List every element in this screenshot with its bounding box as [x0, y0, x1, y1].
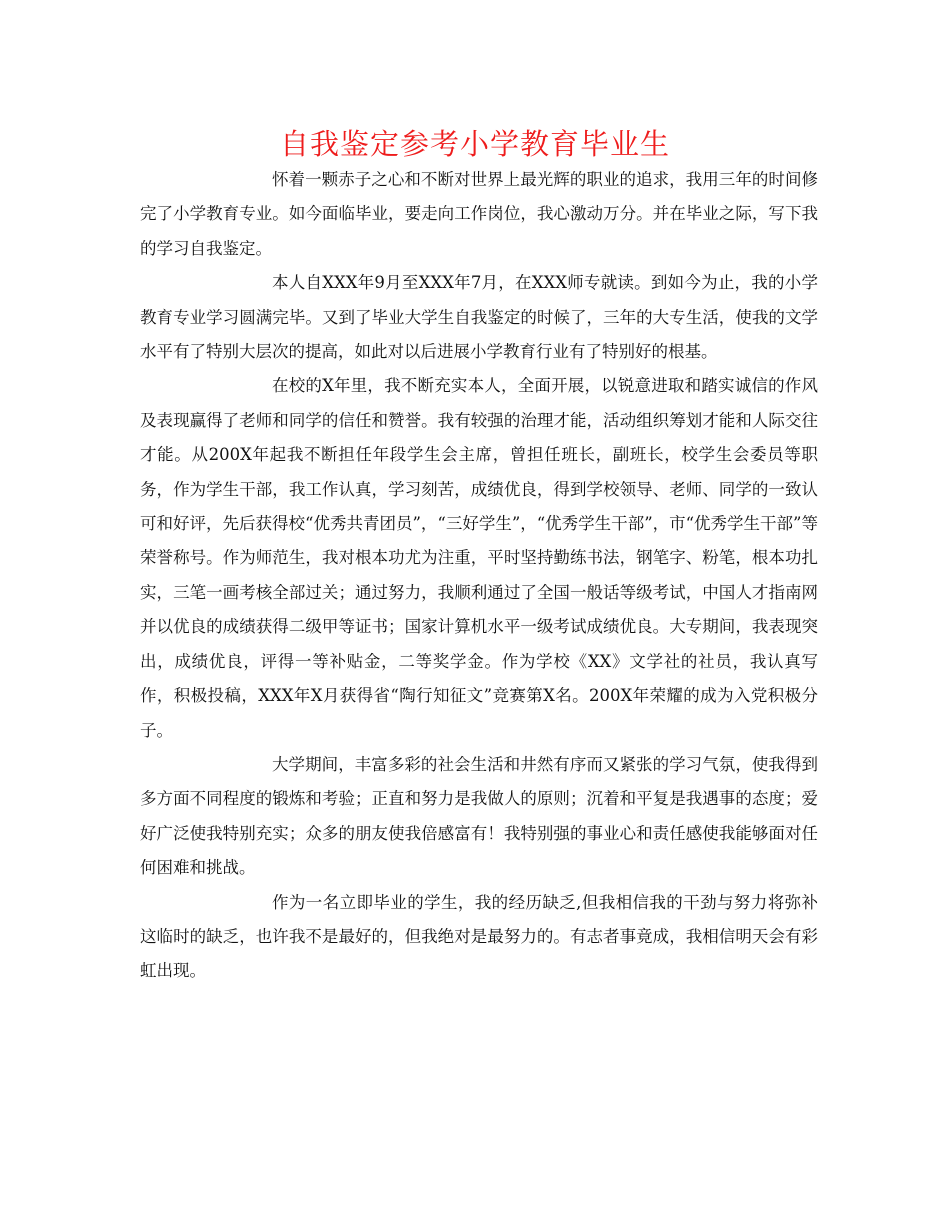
paragraph-university-life: 大学期间，丰富多彩的社会生活和井然有序而又紧张的学习气氛，使我得到多方面不同程度的锻炼和考验；正直和努力是我做人的原则；沉着和平复是我遇事的态度；爱好广泛使我特别充实；众多的朋友使我倍感富有！我特别强的事业心和责任感使我能够面对任何困难和挑战。 — [140, 754, 818, 878]
paragraph-study-period: 本人自XXX年9月至XXX年7月，在XXX师专就读。到如今为止，我的小学教育专业学习圆满完毕。又到了毕业大学生自我鉴定的时候了，三年的大专生活，使我的文学水平有了特别大层次的提高，如此对以后进展小学教育行业有了特别好的根基。 — [140, 273, 818, 362]
document-title: 自我鉴定参考小学教育毕业生 — [279, 127, 670, 161]
document-body — [140, 163, 818, 989]
paragraph-school-achievements: 在校的X年里，我不断充实本人，全面开展，以锐意进取和踏实诚信的作风及表现赢得了老师和同学的信任和赞誉。我有较强的治理才能，活动组织筹划才能和人际交往才能。从200X年起我不断担任年段学生会主席，曾担任班长，副班长，校学生会委员等职务，作为学生干部，我工作认真，学习刻苦，成绩优良，得到学校领导、老师、同学的一致认可和好评，先后获得校“优秀共青团员”，“三好学生”，“优秀学生干部”，市“优秀学生干部”等荣誉称号。作为师范生，我对根本功尤为注重，平时坚持勤练书法，钢笔字、粉笔，根本功扎实，三笔一画考核全部过关；通过努力，我顺利通过了全国一般话等级考试，中国人才指南网并以优良的成绩获得二级甲等证书；国家计算机水平一级考试成绩优良。大专期间，我表现突出，成绩优良，评得一等补贴金，二等奖学金。作为学校《XX》文学社的社员，我认真写作，积极投稿，XXX年X月获得省“陶行知征文”竞赛第X名。200X年荣耀的成为入党积极分子。 — [140, 376, 818, 740]
paragraph-conclusion: 作为一名立即毕业的学生，我的经历缺乏,但我相信我的干劲与努力将弥补这临时的缺乏，也许我不是最好的，但我绝对是最努力的。有志者事竟成，我相信明天会有彩虹出现。 — [140, 892, 818, 981]
paragraph-intro: 怀着一颗赤子之心和不断对世界上最光辉的职业的追求，我用三年的时间修完了小学教育专业。如今面临毕业，要走向工作岗位，我心激动万分。并在毕业之际，写下我的学习自我鉴定。 — [140, 170, 818, 258]
